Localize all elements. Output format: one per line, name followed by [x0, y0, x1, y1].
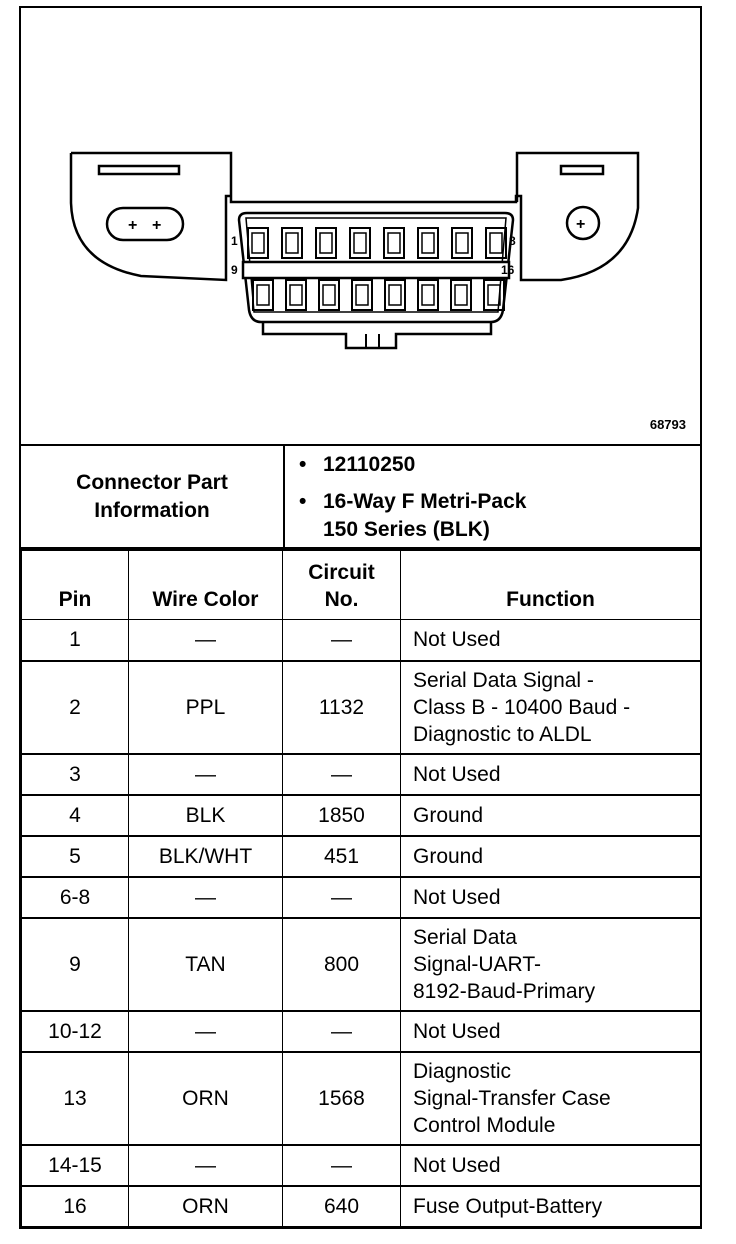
function-line: Not Used: [413, 1019, 501, 1043]
circuit-cell: —: [283, 1011, 401, 1052]
function-line: Not Used: [413, 1153, 501, 1177]
circuit-cell: 451: [283, 836, 401, 877]
circuit-cell: 1850: [283, 795, 401, 836]
part-number: • 12110250: [323, 451, 415, 479]
function-cell: [401, 661, 701, 754]
pin-label-8: 8: [509, 234, 516, 248]
function-line: Ground: [413, 844, 484, 868]
function-line: Not Used: [413, 762, 501, 786]
function-line: Control Module: [413, 1113, 556, 1137]
wire-color-cell: ORN: [129, 1052, 283, 1145]
function-cell: [401, 1145, 701, 1186]
wire-color-cell: —: [129, 754, 283, 795]
table-row: [22, 918, 701, 1011]
pin-label-16: 16: [501, 263, 515, 277]
connector-sheet: [19, 6, 702, 1229]
pin-cell: 1: [22, 620, 129, 661]
function-cell: [401, 620, 701, 661]
circuit-cell: 640: [283, 1186, 401, 1227]
connector-part-info: [21, 446, 700, 550]
wire-color-cell: BLK: [129, 795, 283, 836]
function-line: Diagnostic to ALDL: [413, 722, 592, 746]
right-tab: [561, 166, 603, 174]
function-line: Signal-UART-: [413, 952, 541, 976]
left-tab: [99, 166, 179, 174]
function-line: Serial Data: [413, 925, 517, 949]
svg-text:+: +: [128, 217, 138, 234]
pin-cell: 5: [22, 836, 129, 877]
part-info-label-line2: Information: [94, 498, 210, 522]
circuit-cell: 800: [283, 918, 401, 1011]
pin-cell: 2: [22, 661, 129, 754]
circuit-cell: 1132: [283, 661, 401, 754]
pin-label-9: 9: [231, 263, 238, 277]
table-row: [22, 1052, 701, 1145]
figure-number: 68793: [649, 417, 686, 432]
header-circuit-line1: Circuit: [308, 561, 375, 584]
pin-cell: 10-12: [22, 1011, 129, 1052]
circuit-cell: —: [283, 620, 401, 661]
table-header-row: [22, 551, 701, 620]
function-line: Fuse Output-Battery: [413, 1194, 603, 1218]
header-circuit-line2: No.: [324, 588, 359, 611]
pin-table-body: [22, 620, 701, 1227]
part-info-label: [21, 446, 285, 547]
pin-cell: 16: [22, 1186, 129, 1227]
function-cell: [401, 1011, 701, 1052]
circuit-cell: 1568: [283, 1052, 401, 1145]
part-info-list: [285, 446, 700, 547]
part-series: 150 Series (BLK): [323, 518, 490, 541]
header-function: Function: [401, 551, 701, 620]
wire-color-cell: BLK/WHT: [129, 836, 283, 877]
part-info-label-line1: Connector Part: [76, 470, 228, 494]
table-row: [22, 1186, 701, 1227]
function-line: Not Used: [413, 628, 501, 652]
left-mount-hole: [107, 208, 183, 240]
table-row: [22, 877, 701, 918]
wire-color-cell: —: [129, 877, 283, 918]
pin-cell: 4: [22, 795, 129, 836]
function-line: 8192-Baud-Primary: [413, 979, 596, 1003]
wire-color-cell: PPL: [129, 661, 283, 754]
function-cell: [401, 754, 701, 795]
pin-cell: 14-15: [22, 1145, 129, 1186]
header-wire-color: Wire Color: [129, 551, 283, 620]
function-cell: [401, 1186, 701, 1227]
table-row: [22, 795, 701, 836]
function-cell: [401, 918, 701, 1011]
function-cell: [401, 836, 701, 877]
circuit-cell: —: [283, 754, 401, 795]
function-line: Signal-Transfer Case: [413, 1086, 611, 1110]
header-pin: Pin: [22, 551, 129, 620]
function-line: Serial Data Signal -: [413, 668, 594, 692]
part-description: • 16-Way F Metri-Pack: [323, 488, 526, 516]
pin-cell: 6-8: [22, 877, 129, 918]
pin-cell: 9: [22, 918, 129, 1011]
svg-text:+: +: [576, 216, 586, 233]
function-line: Diagnostic: [413, 1059, 512, 1083]
connector-latch: [263, 322, 491, 348]
function-cell: [401, 1052, 701, 1145]
header-circuit-no: [283, 551, 401, 620]
function-line: Class B - 10400 Baud -: [413, 695, 631, 719]
circuit-cell: —: [283, 877, 401, 918]
table-row: [22, 754, 701, 795]
circuit-cell: —: [283, 1145, 401, 1186]
wire-color-cell: —: [129, 1011, 283, 1052]
function-line: Ground: [413, 803, 484, 827]
connector-key-bar: [243, 262, 509, 278]
connector-diagram: [21, 8, 700, 444]
svg-text:+: +: [152, 217, 162, 234]
pin-cell: 3: [22, 754, 129, 795]
pin-label-1: 1: [231, 234, 238, 248]
wire-color-cell: —: [129, 1145, 283, 1186]
function-cell: [401, 795, 701, 836]
pin-table: [21, 550, 701, 1227]
wire-color-cell: —: [129, 620, 283, 661]
table-row: [22, 1011, 701, 1052]
wire-color-cell: TAN: [129, 918, 283, 1011]
wire-color-cell: ORN: [129, 1186, 283, 1227]
function-cell: [401, 877, 701, 918]
table-row: [22, 1145, 701, 1186]
function-line: Not Used: [413, 885, 501, 909]
table-row: [22, 661, 701, 754]
connector-diagram-panel: [21, 8, 700, 446]
table-row: [22, 620, 701, 661]
table-row: [22, 836, 701, 877]
pin-cell: 13: [22, 1052, 129, 1145]
